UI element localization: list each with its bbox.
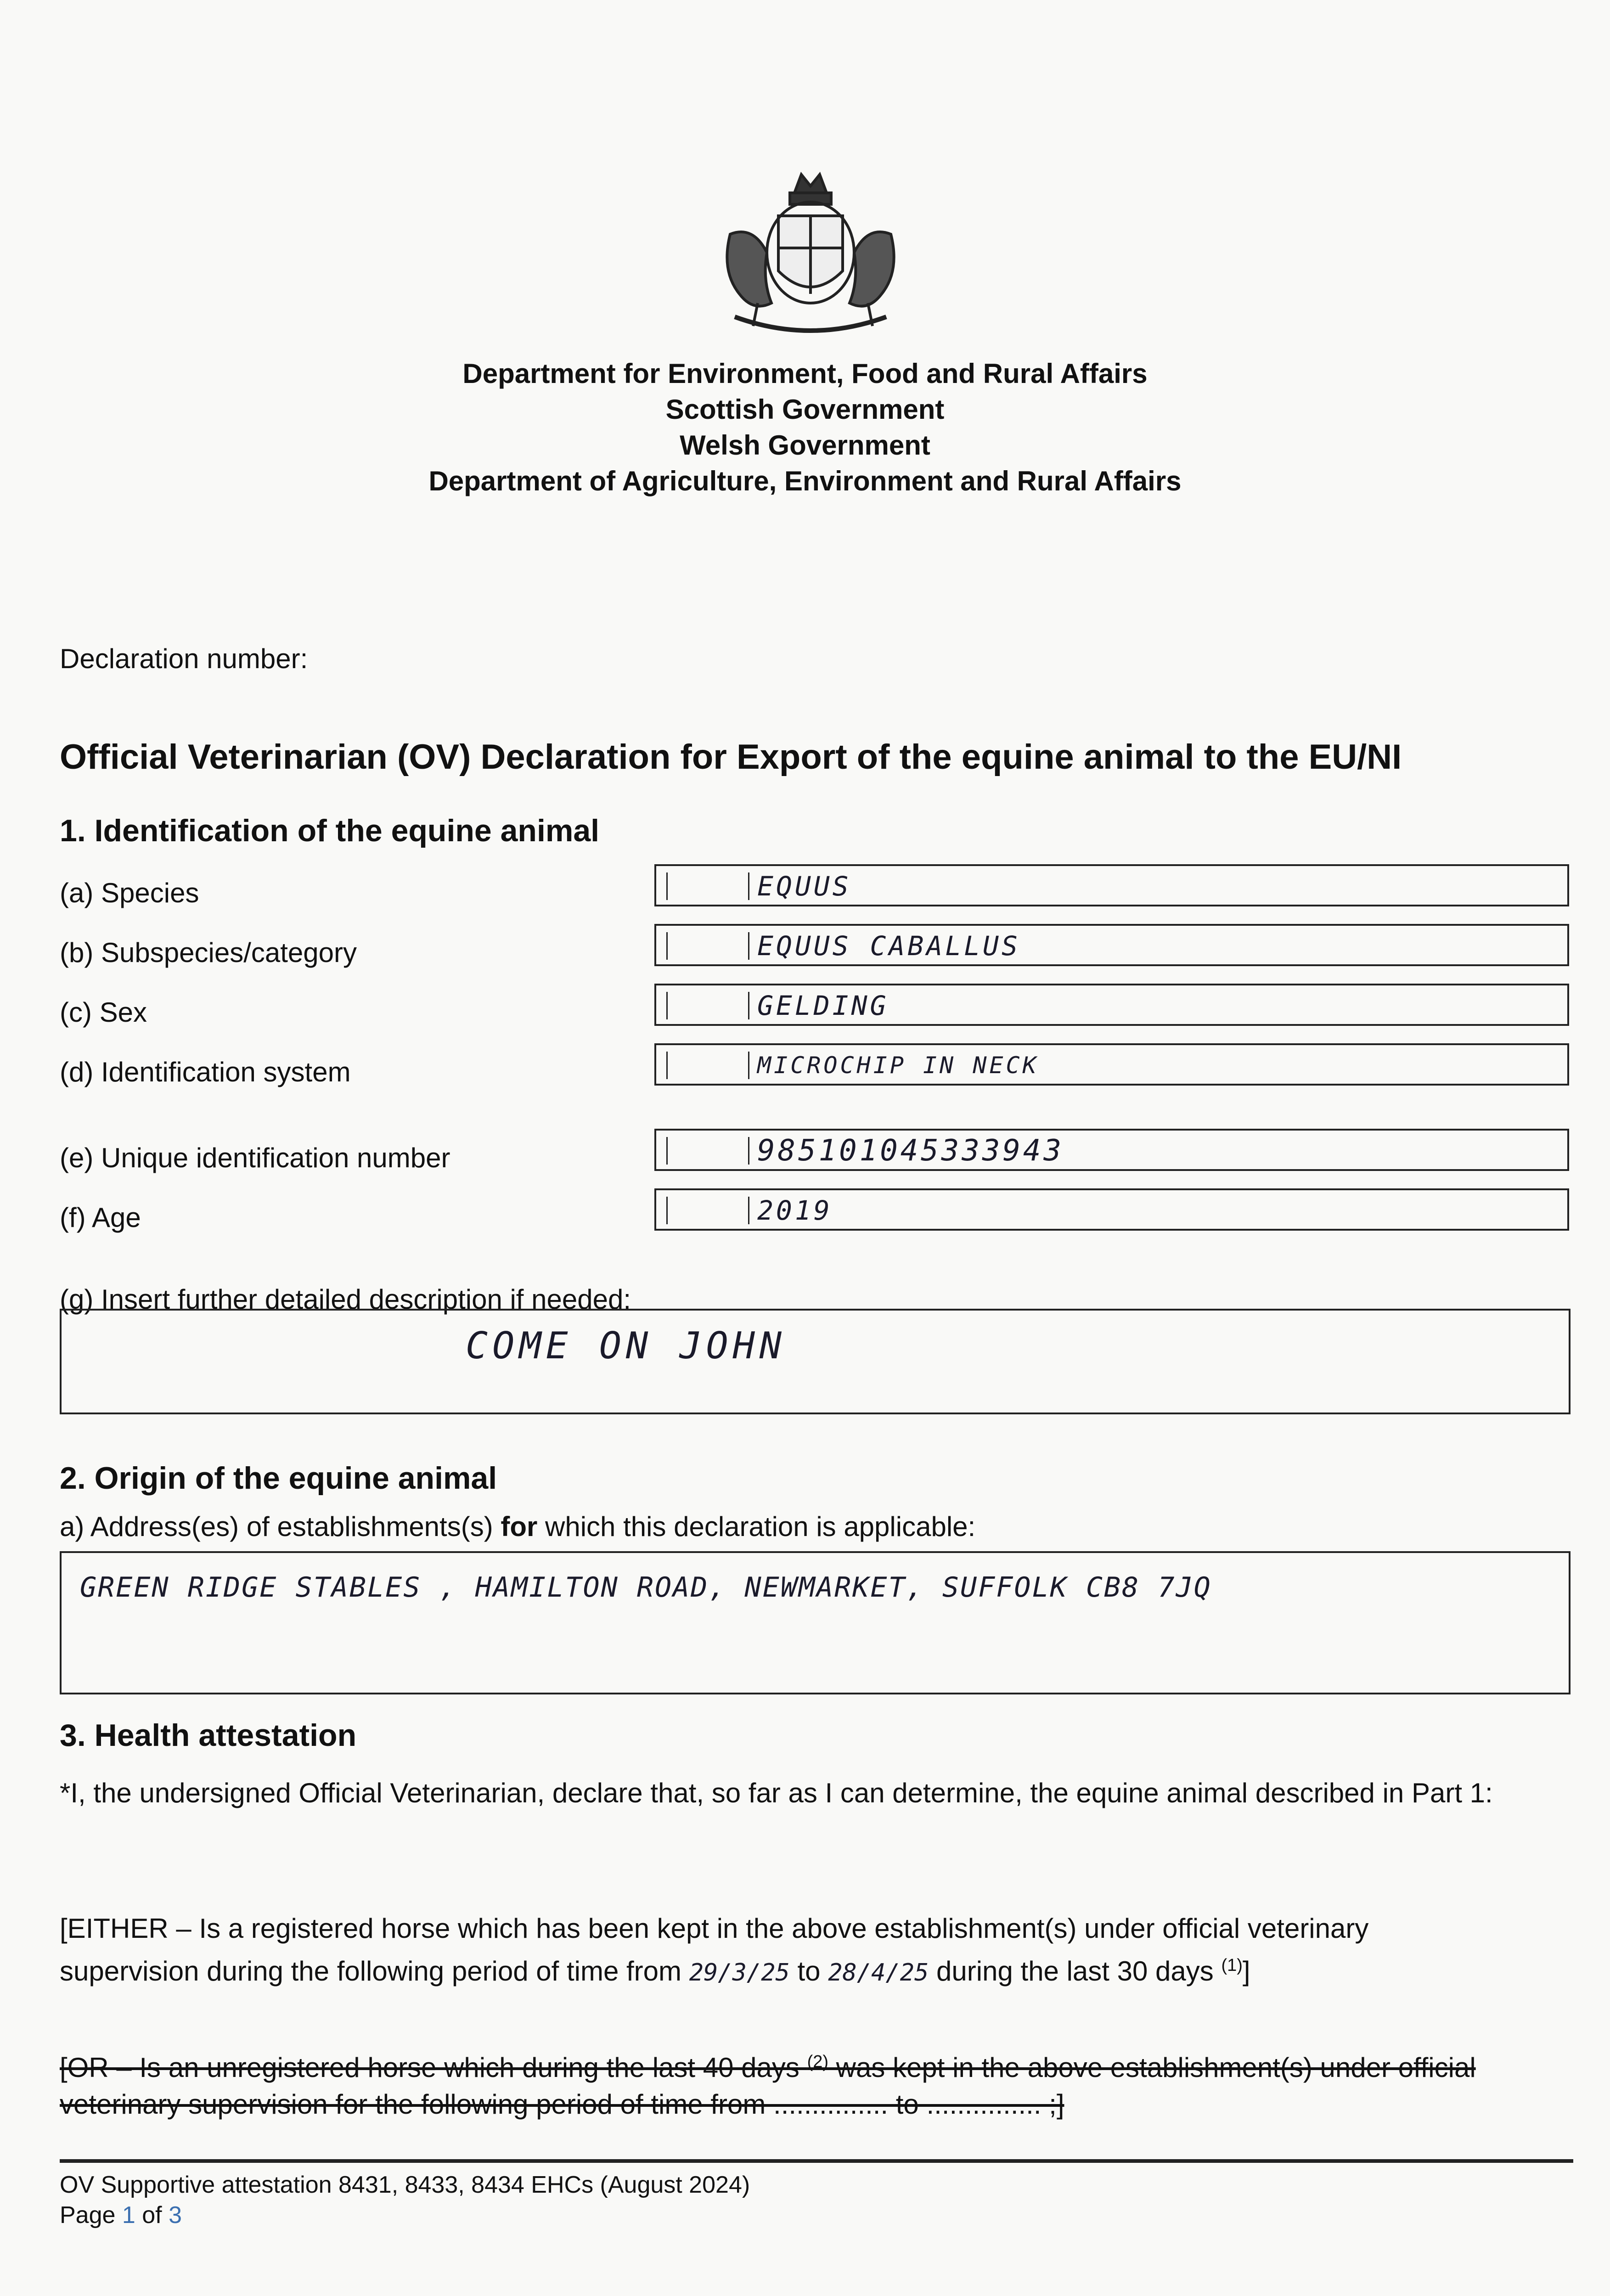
- address-value: GREEN RIDGE STABLES , HAMILTON ROAD, NEWMARKET, SUFFOLK CB8 7JQ: [80, 1571, 1212, 1604]
- species-field[interactable]: [654, 864, 1569, 906]
- field-marker: [666, 872, 668, 900]
- field-marker: [748, 932, 749, 960]
- either-to-word: to: [789, 1956, 828, 1986]
- page-current: 1: [122, 2202, 135, 2228]
- either-from-date[interactable]: 29/3/25: [689, 1959, 790, 1986]
- page-number: [60, 2200, 750, 2230]
- attestation-intro: *I, the undersigned Official Veterinarian, declare that, so far as I can determine, the equine animal described in Part 1:: [60, 1778, 1493, 1808]
- address-label-pre: a) Address(es) of establishments(s): [60, 1511, 501, 1542]
- section1-heading: 1. Identification of the equine animal: [60, 813, 600, 848]
- field-marker: [748, 1137, 749, 1165]
- sex-value: GELDING: [757, 990, 889, 1021]
- department-scottish-government: Scottish Government: [665, 394, 945, 425]
- document-title: Official Veterinarian (OV) Declaration for Export of the equine animal to the EU/NI: [60, 737, 1402, 777]
- subspecies-label: (b) Subspecies/category: [60, 937, 357, 968]
- section3-heading: 3. Health attestation: [60, 1718, 357, 1753]
- subspecies-value: EQUUS CABALLUS: [757, 930, 1020, 962]
- address-label-post: which this declaration is applicable:: [537, 1511, 976, 1542]
- declaration-number-label: Declaration number:: [60, 643, 308, 674]
- or-line-1-post: was kept in the above establishment(s) under official: [828, 2052, 1476, 2083]
- either-clause: [60, 1910, 1571, 1991]
- or-line-2: veterinary supervision for the following period of time from ............... to ............... ;]: [60, 2089, 1064, 2120]
- royal-coat-of-arms-icon: [703, 165, 918, 344]
- department-defra: Department for Environment, Food and Rural Affairs: [462, 358, 1148, 389]
- age-value: 2019: [757, 1195, 833, 1226]
- field-marker: [666, 1137, 668, 1165]
- or-line-1: [60, 2043, 1571, 2086]
- field-marker: [748, 992, 749, 1019]
- field-marker: [666, 1052, 668, 1079]
- page-total: 3: [169, 2202, 182, 2228]
- identification-system-value: MICROCHIP IN NECK: [757, 1052, 1039, 1079]
- identification-system-label: (d) Identification system: [60, 1057, 351, 1087]
- of-word: of: [135, 2202, 169, 2228]
- either-to-date[interactable]: 28/4/25: [828, 1959, 929, 1986]
- field-marker: [666, 992, 668, 1019]
- address-label: [60, 1511, 975, 1542]
- either-close: ]: [1242, 1956, 1250, 1986]
- either-line-1: [EITHER – Is a registered horse which has been kept in the above establishment(s) under official veterinary: [60, 1913, 1369, 1944]
- field-marker: [748, 1052, 749, 1079]
- page-word: Page: [60, 2202, 122, 2228]
- or-clause: [60, 2043, 1571, 2123]
- field-marker: [666, 1197, 668, 1224]
- species-label: (a) Species: [60, 878, 199, 908]
- further-description-label: (g) Insert further detailed description if needed:: [60, 1284, 631, 1315]
- either-footnote: (1): [1221, 1956, 1243, 1975]
- either-line-2-pre: supervision during the following period of time from: [60, 1956, 689, 1986]
- further-description-field[interactable]: [60, 1309, 1571, 1414]
- footer: [60, 2170, 750, 2230]
- address-label-bold: for: [501, 1511, 538, 1542]
- further-description-value: COME ON JOHN: [466, 1324, 786, 1367]
- either-line-2: [60, 1947, 1571, 1991]
- section2-heading: 2. Origin of the equine animal: [60, 1461, 497, 1496]
- age-label: (f) Age: [60, 1202, 141, 1233]
- field-marker: [748, 1197, 749, 1224]
- sex-field[interactable]: [654, 984, 1569, 1026]
- footer-divider: [60, 2159, 1573, 2163]
- unique-id-label: (e) Unique identification number: [60, 1142, 450, 1173]
- department-welsh-government: Welsh Government: [680, 430, 930, 461]
- subspecies-field[interactable]: [654, 924, 1569, 966]
- species-value: EQUUS: [757, 871, 851, 902]
- age-field[interactable]: [654, 1188, 1569, 1231]
- address-field[interactable]: [60, 1551, 1571, 1694]
- sex-label: (c) Sex: [60, 997, 147, 1028]
- department-daera: Department of Agriculture, Environment and Rural Affairs: [428, 466, 1182, 496]
- either-line-2-post: during the last 30 days: [929, 1956, 1222, 1986]
- footer-attestation-ref: OV Supportive attestation 8431, 8433, 8434 EHCs (August 2024): [60, 2172, 750, 2198]
- or-footnote: (2): [807, 2052, 829, 2071]
- unique-id-value: 985101045333943: [757, 1134, 1064, 1168]
- field-marker: [748, 872, 749, 900]
- field-marker: [666, 932, 668, 960]
- identification-system-field[interactable]: [654, 1043, 1569, 1086]
- unique-id-field[interactable]: [654, 1129, 1569, 1171]
- or-line-1-pre: [OR – Is an unregistered horse which during the last 40 days: [60, 2052, 807, 2083]
